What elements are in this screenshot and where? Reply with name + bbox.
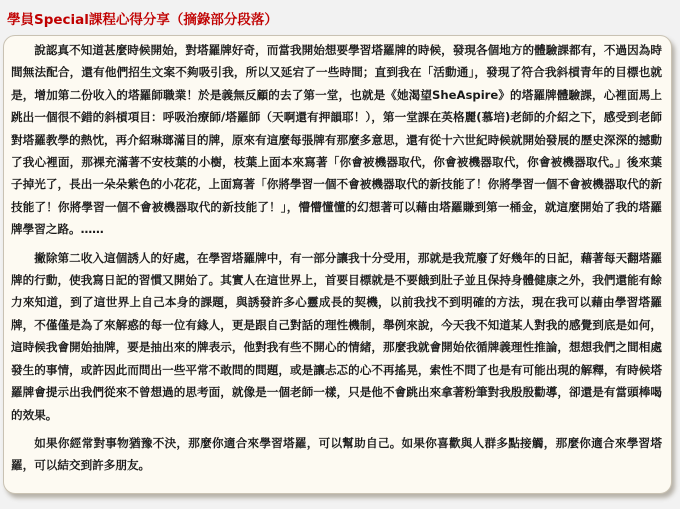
paragraph-1: 說認真不知道甚麼時候開始，對塔羅牌好奇，而當我開始想要學習塔羅牌的時候，發現各個地方的體驗課都有，不過因為時間無法配合，還有他們招生文案不夠吸引我，所以又延宕了一些時間；直到我在「活動通」，發現了符合我斜槓青年的目標也就是，增加第二份收入的塔羅師職業！於是義無反顧的去了第一堂，也就是《她渴望SheAspire》的塔羅牌體驗課，心裡面馬上跳出一個很不錯的斜槓項目：呼吸治療師/塔羅師（天啊還有押韻耶！），第一堂課在英格麗(慕培)老師的介紹之下，感受到老師對塔羅教學的熱忱，再介紹琳瑯滿目的牌，原來有這麼每張牌有那麼多意思，還有從十六世紀時候就開始發展的歷史深深的撼動了我心裡面，那裸充滿著不安枝葉的小樹，枝葉上面本來寫著「你會被機器取代，你會被機器取代，你會被機器取代。」後來葉子掉光了，長出一朵朵紫色的小花花，上面寫著「你將學習一個不會被機器取代的新技能了！你將學習一個不會被機器取代的新技能了！你將學習一個不會被機器取代的新技能了！」，懵懵懂懂的幻想著可以藉由塔羅賺到第一桶金，就這麼開始了我的塔羅牌學習之路。……	[11, 43, 662, 237]
paragraph-2: 撇除第二收入這個誘人的好處，在學習塔羅牌中，有一部分讓我十分受用，那就是我荒廢了好幾年的日記，藉著每天翻塔羅牌的行動，使我寫日記的習慣又開始了。其實人在這世界上，首要目標就是不要餓到肚子並且保持身體健康之外，我們還能有餘力來知道，到了這世界上自己本身的課題，與誘發許多心靈成長的契機，以前我找不到明確的方法，現在我可以藉由學習塔羅牌，不僅僅是為了來解惑的每一位有緣人，更是跟自己對話的理性機制，舉例來說，今天我不知道某人對我的感覺到底是如何，這時候我會開始抽牌，要是抽出來的牌表示，他對我有些不開心的情緒，那麼我就會開始依循牌義理性推論，想想我們之間相處發生的事情，或許因此而問出一些平常不敢問的問題，或是讓忐忑的心不再搖晃，索性不問了也是有可能出現的解釋，有時候塔羅牌會提示出我們從來不曾想過的思考面，就像是一個老師一樣，只是他不會跳出來拿著粉筆對我殷殷勸導，卻還是有當頭棒喝的效果。	[11, 250, 662, 422]
page-title: 學員Special課程心得分享（摘錄部分段落）	[7, 12, 278, 28]
testimonial-card	[3, 35, 672, 494]
paragraph-3: 如果你經常對事物猶豫不決，那麼你適合來學習塔羅，可以幫助自己。如果你喜歡與人群多點接觸，那麼你適合來學習塔羅，可以結交到許多朋友。	[11, 435, 662, 473]
